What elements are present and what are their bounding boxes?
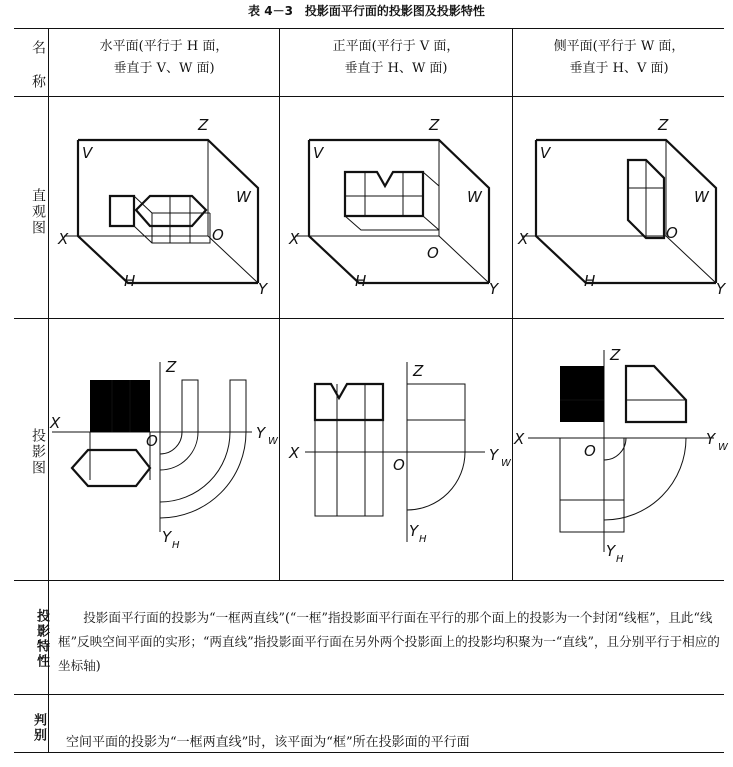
svg-text:O: O [666, 224, 678, 242]
svg-text:Z: Z [198, 116, 209, 134]
svg-text:W: W [718, 442, 728, 453]
svg-text:H: H [355, 272, 367, 290]
svg-text:Y: Y [409, 522, 419, 540]
table-rule [279, 28, 280, 580]
svg-text:Y: Y [258, 280, 268, 298]
table-rule [14, 318, 724, 319]
projection-row-label: 投影图 [30, 428, 46, 476]
table-rule [14, 96, 724, 97]
svg-text:W: W [236, 188, 251, 206]
perspective-row-label: 直观图 [30, 188, 46, 236]
table-title: 表 4－3 投影面平行面的投影图及投影特性 [248, 4, 485, 18]
profile-plane-projection-diagram [514, 320, 728, 578]
property-text: 投影面平行面的投影为“一框两直线”(“一框”指投影面平行面在平行的那个面上的投影为一个封闭“线框”，且此“线框”反映空间平面的实形；“两直线”指投影面平行面在另外两个投影面上的投影均积聚为一“直线”，且分别平行于相应的坐标轴) [58, 610, 720, 673]
svg-text:W: W [501, 458, 511, 469]
svg-text:H: H [584, 272, 596, 290]
profile-plane-perspective-diagram [514, 98, 724, 318]
svg-text:Z: Z [610, 346, 621, 364]
svg-text:O: O [393, 456, 405, 474]
header-col3-line1: 侧平面(平行于 W 面， [553, 39, 685, 54]
svg-text:X: X [514, 430, 525, 448]
svg-text:O: O [427, 244, 439, 262]
svg-text:Z: Z [413, 362, 424, 380]
svg-text:Z: Z [658, 116, 669, 134]
svg-text:X: X [289, 444, 300, 462]
svg-text:Y: Y [489, 446, 499, 464]
header-col1 [50, 36, 278, 80]
judge-text: 空间平面的投影为“一框两直线”时，该平面为“框”所在投影面的平行面 [66, 735, 470, 750]
header-col3 [514, 36, 724, 80]
header-label: 名 称 [30, 40, 46, 90]
header-col2 [281, 36, 511, 80]
header-col3-line2: 垂直于 H、V 面) [569, 61, 669, 76]
svg-text:Y: Y [606, 542, 616, 560]
horizontal-plane-projection-diagram [50, 320, 278, 578]
table-rule [512, 28, 513, 580]
svg-text:V: V [82, 144, 93, 162]
svg-text:O: O [212, 226, 224, 244]
frontal-plane-projection-diagram [281, 320, 511, 578]
svg-text:Y: Y [489, 280, 499, 298]
svg-text:H: H [616, 554, 624, 565]
svg-text:Z: Z [166, 358, 177, 376]
svg-text:W: W [694, 188, 709, 206]
svg-text:V: V [540, 144, 551, 162]
svg-text:V: V [313, 144, 324, 162]
frontal-plane-perspective-diagram [281, 98, 511, 318]
judge-row-label: 判别 [31, 713, 46, 743]
horizontal-plane-perspective-diagram [50, 98, 278, 318]
svg-text:W: W [268, 436, 278, 447]
svg-text:X: X [58, 230, 69, 248]
header-col1-line2: 垂直于 V、W 面) [113, 61, 215, 76]
property-row-label: 投影特性 [34, 609, 49, 669]
svg-text:Z: Z [429, 116, 440, 134]
svg-text:H: H [172, 540, 180, 551]
svg-text:O: O [584, 442, 596, 460]
svg-text:Y: Y [256, 424, 266, 442]
svg-text:H: H [419, 534, 427, 545]
header-col2-line1: 正平面(平行于 V 面， [332, 39, 460, 54]
header-col2-line2: 垂直于 H、W 面) [344, 61, 448, 76]
svg-text:Y: Y [162, 528, 172, 546]
svg-text:Y: Y [706, 430, 716, 448]
table-rule [14, 694, 724, 695]
table-rule [14, 28, 724, 29]
svg-text:X: X [518, 230, 529, 248]
table-rule [14, 580, 724, 581]
svg-text:X: X [50, 414, 61, 432]
svg-text:Y: Y [716, 280, 726, 298]
header-col1-line1: 水平面(平行于 H 面， [99, 39, 229, 54]
svg-text:H: H [124, 272, 136, 290]
svg-text:O: O [146, 432, 158, 450]
svg-text:X: X [289, 230, 300, 248]
svg-text:W: W [467, 188, 482, 206]
